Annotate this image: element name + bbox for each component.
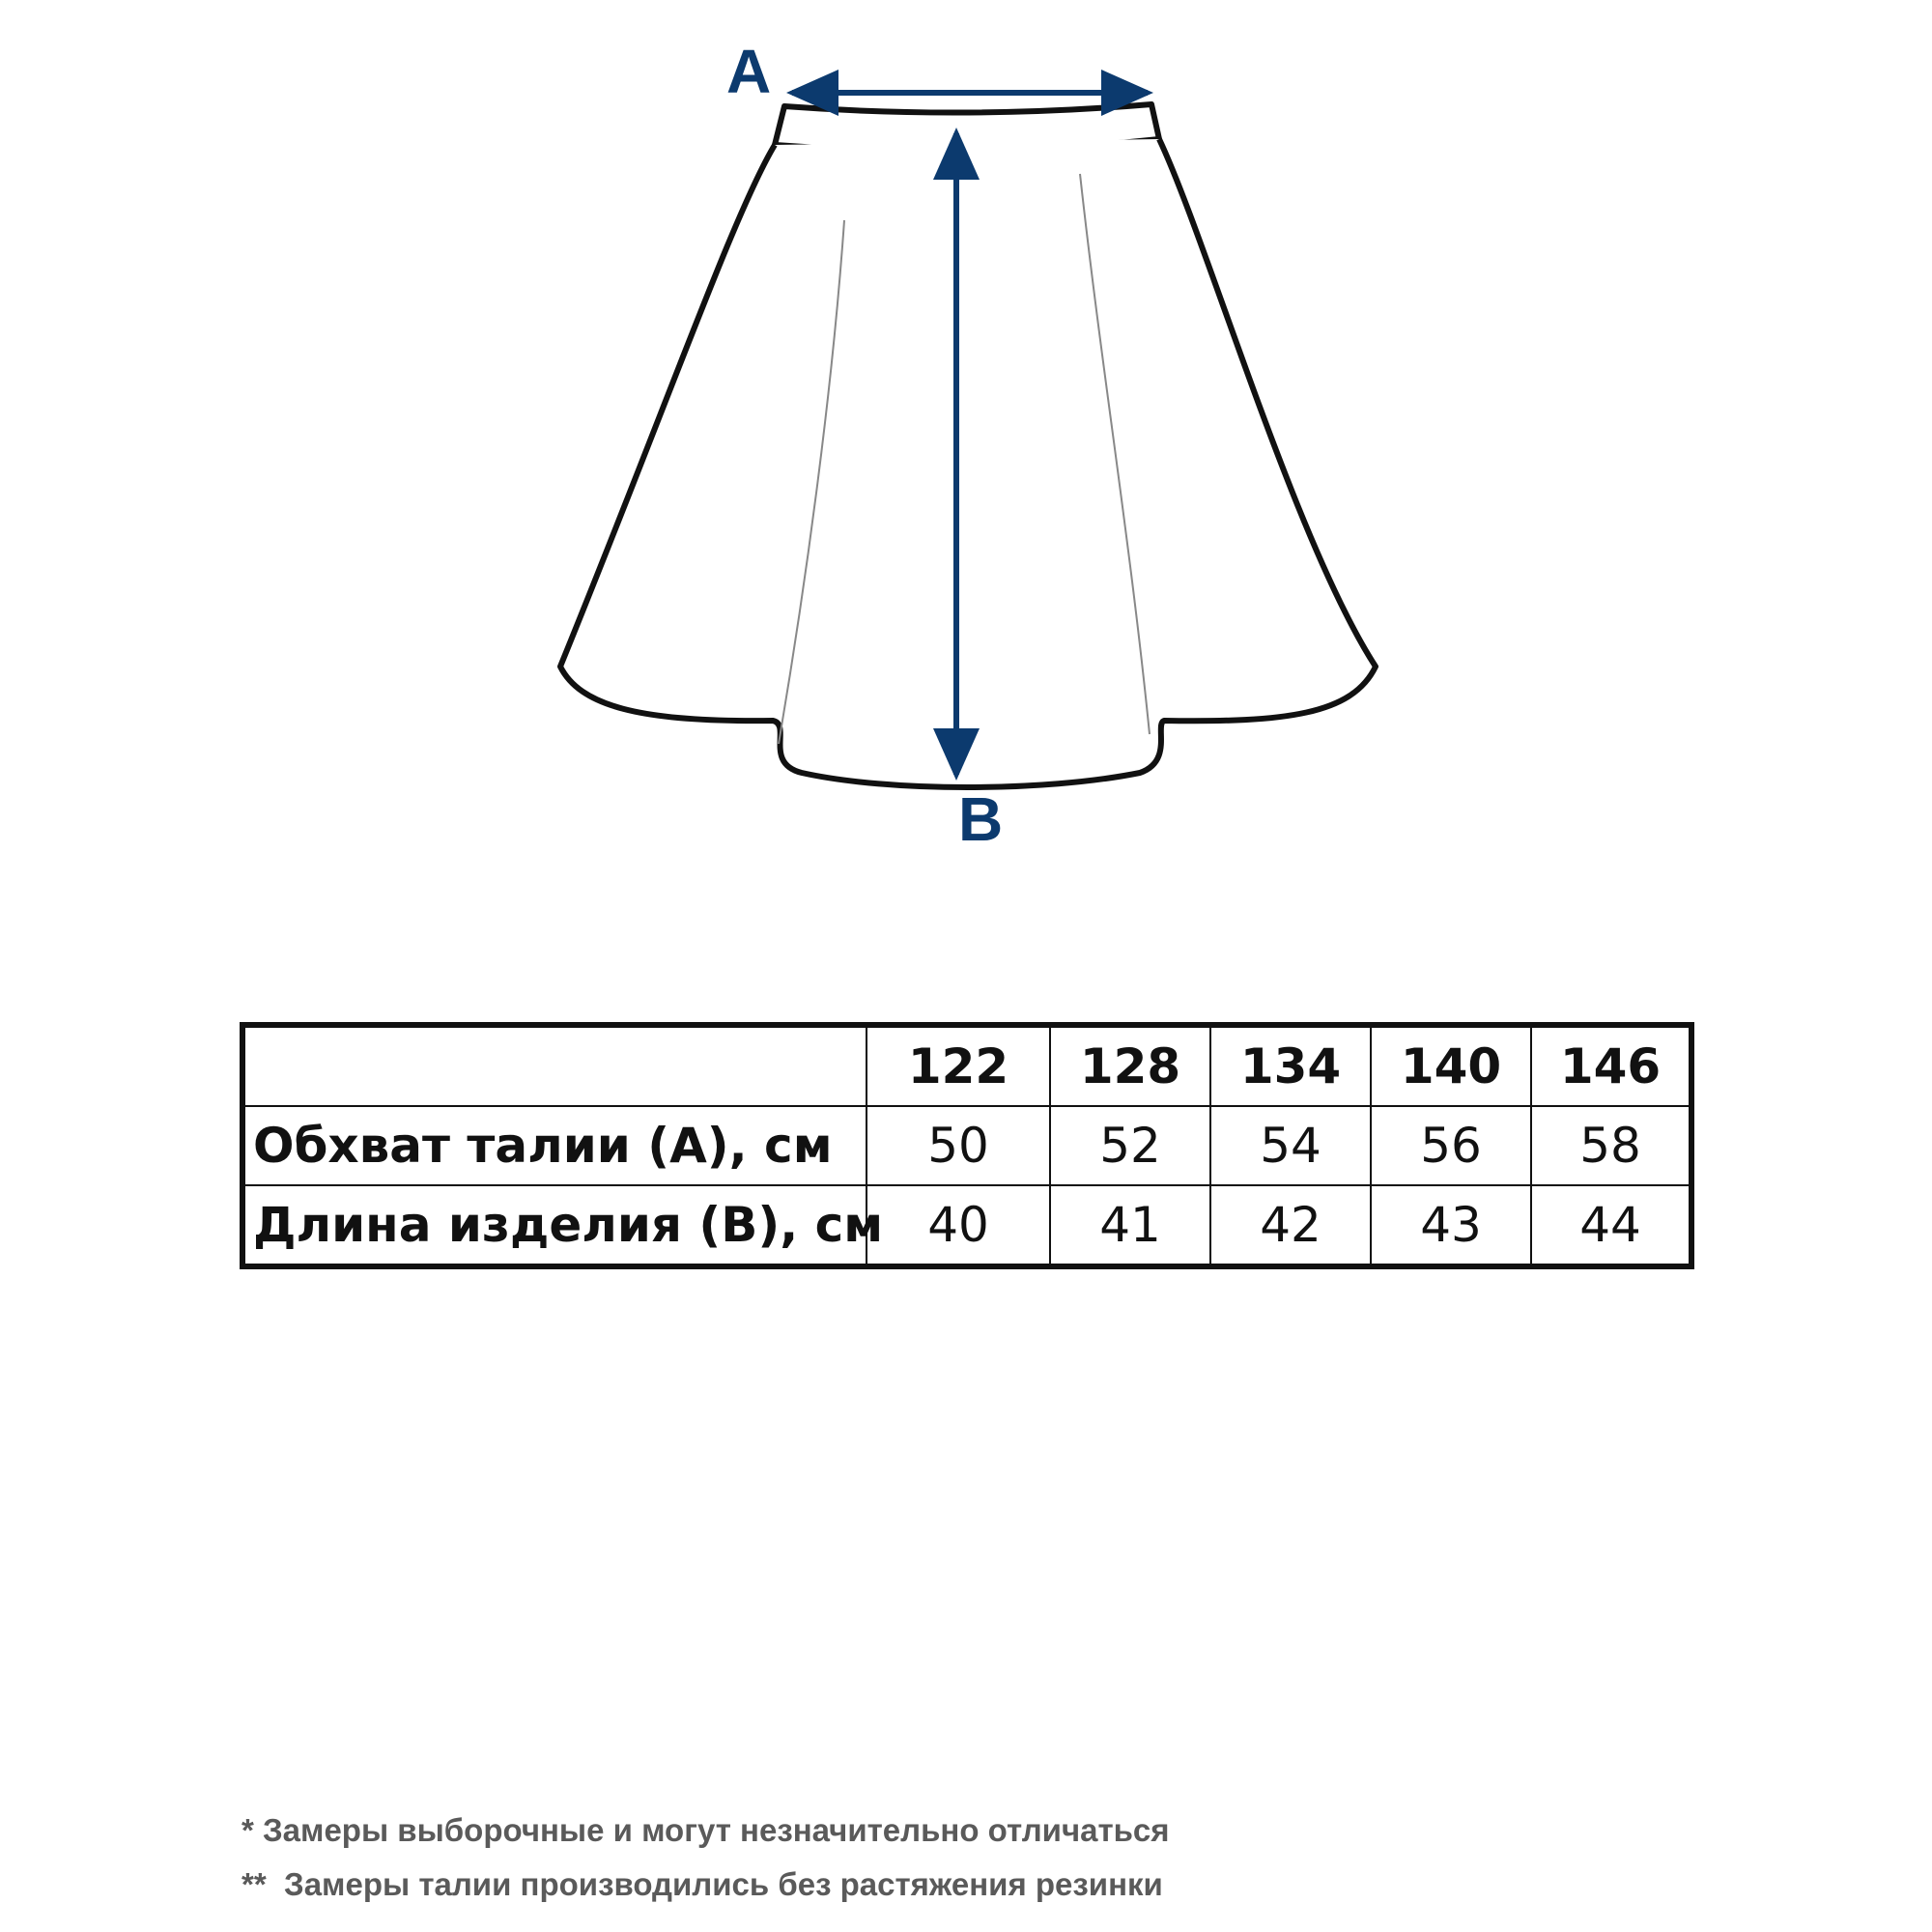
footnote-waist-measure: ** Замеры талии производились без растяжения резинки: [242, 1866, 1163, 1902]
table-cell: 40: [867, 1185, 1050, 1266]
row-label-length: Длина изделия (В), см: [242, 1185, 867, 1266]
skirt-diagram: [0, 0, 1932, 869]
table-cell: 41: [1050, 1185, 1210, 1266]
size-header-row: [242, 1025, 1691, 1106]
row-label-waist: Обхват талии (А), см: [242, 1106, 867, 1185]
table-cell: 43: [1371, 1185, 1531, 1266]
label-b: B: [958, 784, 1004, 854]
table-cell: 54: [1210, 1106, 1371, 1185]
size-header-cell: 128: [1050, 1025, 1210, 1106]
footnote-sampling: * Замеры выборочные и могут незначительно отличаться: [242, 1812, 1170, 1848]
table-cell: 56: [1371, 1106, 1531, 1185]
size-header-cell: 140: [1371, 1025, 1531, 1106]
size-header-cell: 122: [867, 1025, 1050, 1106]
table-cell: 58: [1531, 1106, 1691, 1185]
table-row-waist: [242, 1106, 1691, 1185]
table-cell: 44: [1531, 1185, 1691, 1266]
label-a: A: [726, 37, 772, 106]
table-cell: 42: [1210, 1185, 1371, 1266]
table-corner-cell: [242, 1025, 867, 1106]
table-cell: 52: [1050, 1106, 1210, 1185]
table-row-length: [242, 1185, 1691, 1266]
size-table: [240, 1022, 1694, 1269]
size-header-cell: 146: [1531, 1025, 1691, 1106]
table-cell: 50: [867, 1106, 1050, 1185]
size-header-cell: 134: [1210, 1025, 1371, 1106]
skirt-body-outline: [560, 139, 1376, 787]
